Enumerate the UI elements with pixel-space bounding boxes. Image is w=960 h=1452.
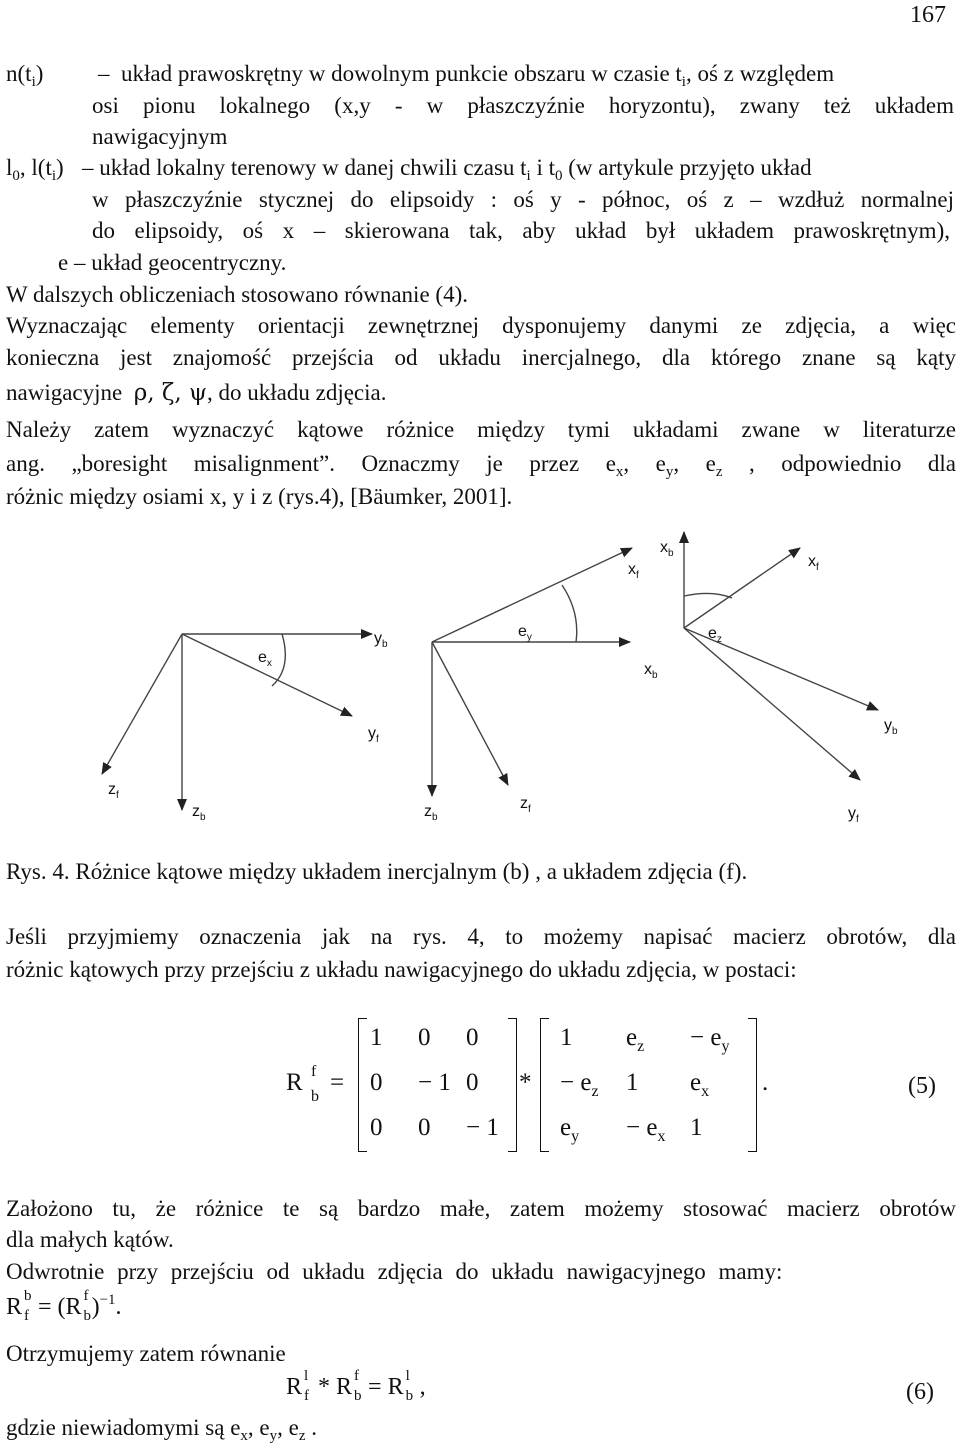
eq5-equals: =	[330, 1069, 345, 1096]
axis-zf-2	[432, 642, 508, 785]
paragraph-2-line3: nawigacyjne ρ, ζ, ψ, do układu zdjęcia.	[6, 380, 387, 406]
label-xf-2: $x_f$	[628, 561, 639, 581]
matrix-b-cell: $e_z$	[626, 1024, 645, 1055]
label-yf-1: $y_f$	[368, 725, 379, 745]
paragraph-8: gdzie niewiadomymi są $e_x$, $e_y$, $e_z$ .	[6, 1415, 318, 1444]
label-yf-3: $y_f$	[848, 805, 859, 825]
matrix-b-cell: 1	[560, 1024, 573, 1051]
eq5-period: .	[762, 1069, 769, 1096]
paragraph-3-line1: Należy zatem wyznaczyć kątowe różnice między tymi układami zwane w literaturze	[6, 417, 956, 442]
matrix-b-right-bracket	[748, 1018, 757, 1152]
matrix-a-cell: − 1	[466, 1114, 499, 1141]
matrix-b-cell: $e_y$	[560, 1114, 580, 1145]
matrix-a-cell: − 1	[418, 1069, 451, 1096]
equation-6: R l f * R f b = R l b ,	[286, 1368, 426, 1404]
axis-xf-3	[684, 548, 800, 628]
matrix-a-cell: 1	[370, 1024, 383, 1051]
axis-yf-1	[182, 634, 352, 716]
matrix-b-cell: − $e_z$	[560, 1069, 599, 1100]
def-n-line2: osi pionu lokalnego (x,y - w płaszczyźnie horyzontu), zwany też układem	[92, 93, 954, 118]
matrix-a-right-bracket	[508, 1018, 517, 1152]
eq5-lhs-sub: b	[311, 1088, 319, 1105]
matrix-b-cell: − $e_x$	[626, 1114, 666, 1145]
paragraph-1: W dalszych obliczeniach stosowano równanie (4).	[6, 282, 468, 307]
matrix-a-left-bracket	[358, 1018, 367, 1152]
matrix-b-cell: 1	[690, 1114, 703, 1141]
def-l-line1: – układ lokalny terenowy w danej chwili czasu $t_i$ i $t_0$ (w artykule przyjęto układ	[82, 155, 812, 184]
axis-zf-1	[102, 634, 182, 774]
label-xb-3: $x_b$	[660, 539, 674, 559]
arc-ez	[684, 593, 732, 598]
paragraph-5-line1: Założono tu, że różnice te są bardzo małe, zatem możemy stosować macierz obrotów	[6, 1196, 956, 1221]
label-zf-1: $z_f$	[108, 781, 119, 801]
def-n-line3: nawigacyjnym	[92, 124, 228, 149]
matrix-a-cell: 0	[418, 1024, 431, 1051]
def-e-line: e – układ geocentryczny.	[58, 250, 287, 275]
paragraph-3-line2: ang. „boresight misalignment”. Oznaczmy je przez $e_x$, $e_y$, $e_z$ , odpowiednio dla	[6, 451, 956, 480]
axis-xf-2	[432, 548, 632, 642]
label-ex: $e_x$	[258, 649, 272, 669]
axis-yf-3	[684, 628, 860, 780]
eq6-number: (6)	[906, 1379, 934, 1405]
page-number: 167	[910, 2, 946, 28]
def-l-line3: do elipsoidy, oś x – skierowana tak, aby układ był układem prawoskrętnym),	[92, 218, 950, 243]
matrix-a-cell: 0	[418, 1114, 431, 1141]
figure-4-diagram	[0, 530, 960, 840]
def-l-label: $l_0$, $l(t_i)$	[6, 155, 64, 184]
matrix-a-cell: 0	[370, 1114, 383, 1141]
paragraph-2-line2: konieczna jest znajomość przejścia od układu inercjalnego, dla którego znane są kąty	[6, 345, 956, 370]
label-zf-2: $z_f$	[520, 795, 531, 815]
label-yb-1: $y_b$	[374, 630, 388, 650]
label-ey: $e_y$	[518, 623, 532, 643]
matrix-a-cell: 0	[370, 1069, 383, 1096]
def-n-line1: – układ prawoskrętny w dowolnym punkcie obszaru w czasie $t_i$, oś z względem	[98, 61, 835, 90]
paragraph-4-line2: różnic kątowych przy przejściu z układu nawigacyjnego do układu zdjęcia, w postaci:	[6, 957, 797, 982]
matrix-b-cell: − $e_y$	[690, 1024, 730, 1055]
label-zb-2: $z_b$	[424, 803, 438, 823]
matrix-b-cell: $e_x$	[690, 1069, 710, 1100]
eq5-lhs-sup: f	[311, 1063, 317, 1080]
paragraph-7: Otrzymujemy zatem równanie	[6, 1341, 286, 1366]
paragraph-4-line1: Jeśli przyjmiemy oznaczenia jak na rys. 4, to możemy napisać macierz obrotów, dla	[6, 924, 956, 949]
matrix-a-cell: 0	[466, 1024, 479, 1051]
label-yb-3: $y_b$	[884, 717, 898, 737]
eq5-number: (5)	[908, 1073, 936, 1099]
matrix-a-cell: 0	[466, 1069, 479, 1096]
label-xf-3: $x_f$	[808, 553, 819, 573]
def-l-line2: w płaszczyźnie stycznej do elipsoidy : oś y - północ, oś z – wzdłuż normalnej	[92, 187, 954, 212]
figure-caption: Rys. 4. Różnice kątowe między układem inercjalnym (b) , a układem zdjęcia (f).	[6, 859, 748, 884]
arc-ey	[562, 585, 577, 642]
label-ez: $e_z$	[708, 625, 722, 645]
label-zb-1: $z_b$	[192, 803, 206, 823]
def-n-label: $n(t_i)$	[6, 61, 44, 90]
matrix-b-left-bracket	[540, 1018, 549, 1152]
eq5-lhs: R	[286, 1069, 303, 1096]
formula-inverse: R b f = (R f b )$^{-1}$.	[6, 1288, 122, 1324]
paragraph-6-text: Odwrotnie przy przejściu od układu zdjęcia do układu nawigacyjnego mamy:	[6, 1259, 783, 1284]
eq5-star: *	[519, 1069, 532, 1096]
paragraph-5-line2: dla małych kątów.	[6, 1227, 174, 1252]
label-xb-2: $x_b$	[644, 661, 658, 681]
paragraph-6	[6, 1256, 956, 1290]
paragraph-2-line1: Wyznaczając elementy orientacji zewnętrznej dysponujemy danymi ze zdjęcia, a więc	[6, 313, 956, 338]
paragraph-3-line3: różnic między osiami x, y i z (rys.4), [Bäumker, 2001].	[6, 484, 513, 509]
matrix-b-cell: 1	[626, 1069, 639, 1096]
